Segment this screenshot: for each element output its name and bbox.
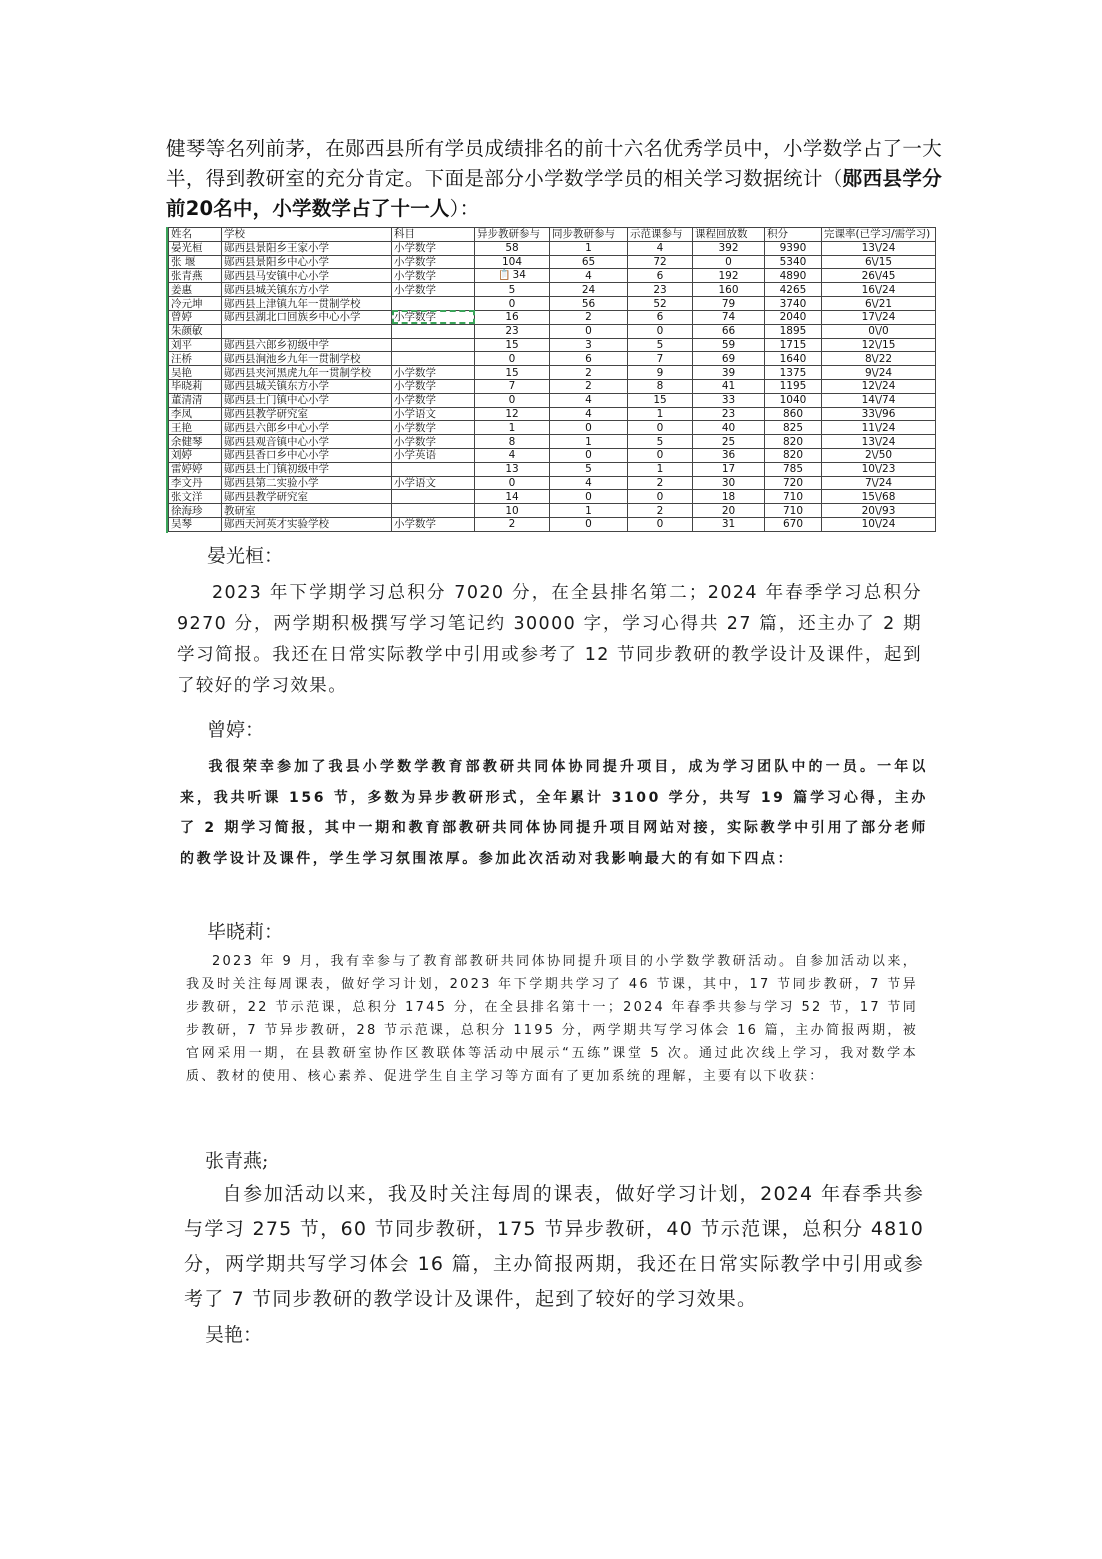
table-cell: 1195: [765, 379, 822, 393]
table-cell: 0: [475, 393, 550, 407]
section-name-1: 晏光桓：: [207, 545, 284, 567]
table-cell: 31: [693, 517, 765, 531]
section-text-2: [180, 752, 928, 874]
table-cell: 余健琴: [169, 435, 222, 449]
table-cell: 23: [628, 283, 693, 297]
table-cell: 雷婷婷: [169, 462, 222, 476]
table-cell: 25: [693, 435, 765, 449]
table-cell: 小学数学: [392, 393, 475, 407]
table-cell: 710: [765, 490, 822, 504]
table-cell: 吴艳: [169, 366, 222, 380]
table-cell: 13\/24: [822, 241, 936, 255]
section-text-1: [177, 578, 922, 702]
table-cell: 10\/23: [822, 462, 936, 476]
section-name-3: 毕晓莉：: [207, 921, 284, 943]
learning-stats-table: [168, 227, 936, 532]
table-cell: 0: [475, 352, 550, 366]
table-cell: 郧西天河英才实验学校: [222, 517, 392, 531]
table-cell: 吴琴: [169, 517, 222, 531]
table-cell: 59: [693, 338, 765, 352]
table-cell: 74: [693, 310, 765, 324]
table-cell: 4: [550, 393, 628, 407]
table-cell: 17\/24: [822, 310, 936, 324]
table-cell: 小学数学: [392, 421, 475, 435]
table-cell: 26\/45: [822, 269, 936, 283]
table-cell: 7\/24: [822, 476, 936, 490]
table-cell: 16: [475, 310, 550, 324]
table-row: [169, 462, 936, 476]
table-row: [169, 421, 936, 435]
table-cell: 820: [765, 448, 822, 462]
table-cell: 郧西县观音镇中心小学: [222, 435, 392, 449]
intro-paragraph: [166, 134, 942, 224]
table-cell: 33\/96: [822, 407, 936, 421]
table-cell: 17: [693, 462, 765, 476]
table-cell: 郧西县六郎乡初级中学: [222, 338, 392, 352]
table-cell: 56: [550, 297, 628, 311]
table-cell: 小学数学: [392, 269, 475, 283]
table-cell: 冷元坤: [169, 297, 222, 311]
table-cell: 郧西县马安镇中心小学: [222, 269, 392, 283]
table-cell: 郧西县土门镇中心小学: [222, 393, 392, 407]
intro-end: ）：: [449, 197, 480, 220]
table-cell: 董清清: [169, 393, 222, 407]
table-cell: 36: [693, 448, 765, 462]
table-cell: 4890: [765, 269, 822, 283]
table-cell: 郧西县上津镇九年一贯制学校: [222, 297, 392, 311]
table-cell: 2: [475, 517, 550, 531]
table-cell: 1640: [765, 352, 822, 366]
table-cell: [392, 297, 475, 311]
table-row: [169, 366, 936, 380]
table-cell: 6: [628, 269, 693, 283]
table-cell: 4: [628, 241, 693, 255]
table-cell: 39: [693, 366, 765, 380]
table-cell: [392, 338, 475, 352]
table-cell: 小学数学: [392, 435, 475, 449]
table-cell: 3: [550, 338, 628, 352]
table-cell: 小学数学: [392, 366, 475, 380]
table-cell: 12\/24: [822, 379, 936, 393]
table-cell: 小学语文: [392, 407, 475, 421]
table-cell: 郧西县景阳乡中心小学: [222, 255, 392, 269]
table-cell: 张青燕: [169, 269, 222, 283]
column-header: 异步教研参与: [475, 228, 550, 242]
table-cell: 5: [628, 435, 693, 449]
table-cell: 刘婷: [169, 448, 222, 462]
table-cell: 郧西县土门镇初级中学: [222, 462, 392, 476]
table-cell: 0: [628, 517, 693, 531]
table-cell: 9: [628, 366, 693, 380]
table-cell: 小学数学: [392, 255, 475, 269]
table-cell: 郧西县城关镇东方小学: [222, 379, 392, 393]
table-cell: 0\/0: [822, 324, 936, 338]
table-cell: 1: [628, 407, 693, 421]
table-cell: 4: [550, 476, 628, 490]
table-cell: 4: [550, 407, 628, 421]
table-row: [169, 435, 936, 449]
table-cell: 14: [475, 490, 550, 504]
table-cell: 2: [628, 504, 693, 518]
table-row: [169, 338, 936, 352]
table-cell: 6: [628, 310, 693, 324]
table-cell: 860: [765, 407, 822, 421]
table-cell: 小学数学: [392, 310, 475, 324]
intro-text: 健琴等名列前茅，在郧西县所有学员成绩排名的前十六名优秀学员中，小学数学占了一大半，得到教研室的充分肯定。下面是部分小学数学学员的相关学习数据统计（: [166, 137, 942, 190]
table-cell: 13\/24: [822, 435, 936, 449]
table-cell: 10: [475, 504, 550, 518]
table-cell: 1: [475, 421, 550, 435]
table-header-row: [169, 228, 936, 242]
table-cell: 10\/24: [822, 517, 936, 531]
table-row: [169, 504, 936, 518]
section-text-3-content: 2023 年 9 月，我有幸参与了教育部教研共同体协同提升项目的小学数学教研活动。自参加活动以来，我及时关注每周课表，做好学习计划，2023 年下学期共学习了 46 节课，其中，17 节同步教研，7 节异步教研，22 节示范课，总积分 1745 分，在全县排名第十一；2024 年春季共参与学习 52 节，17 节同步教研，7 节异步教研，28 节示范课，总积分 1195 分，两学期共写学习体会 16 篇，主办简报两期，被官网采用一期，在县教研室协作区教联体等活动中展示“五练”课堂 5 次。通过此次线上学习，我对数学本质、教材的使用、核心素养、促进学生自主学习等方面有了更加系统的理解，主要有以下收获：: [186, 954, 918, 1084]
table-cell: 3740: [765, 297, 822, 311]
table-cell: 23: [475, 324, 550, 338]
table-cell: 23: [693, 407, 765, 421]
table-row: [169, 448, 936, 462]
table-cell: 8: [628, 379, 693, 393]
table-cell: 6\/21: [822, 297, 936, 311]
table-row: [169, 269, 936, 283]
table-cell: 392: [693, 241, 765, 255]
table-cell: 1715: [765, 338, 822, 352]
table-cell: 0: [628, 448, 693, 462]
table-cell: 33: [693, 393, 765, 407]
table-cell: 16\/24: [822, 283, 936, 297]
table-cell: 2: [550, 379, 628, 393]
column-header: 示范课参与: [628, 228, 693, 242]
table-cell: 小学数学: [392, 517, 475, 531]
table-cell: 王艳: [169, 421, 222, 435]
table-cell: 18: [693, 490, 765, 504]
table-cell: 2040: [765, 310, 822, 324]
table-cell: 郧西县第二实验小学: [222, 476, 392, 490]
table-cell: [392, 462, 475, 476]
table-cell: 14\/74: [822, 393, 936, 407]
column-header: 积分: [765, 228, 822, 242]
table-cell: 李文丹: [169, 476, 222, 490]
section-text-4-content: 自参加活动以来，我及时关注每周的课表，做好学习计划，2024 年春季共参与学习 275 节，60 节同步教研，175 节异步教研，40 节示范课，总积分 4810 分，两学期共写学习体会 16 篇，主办简报两期，我还在日常实际教学中引用或参考了 7 节同步教研的教学设计及课件，起到了较好的学习效果。: [184, 1183, 924, 1310]
table-cell: 0: [628, 421, 693, 435]
table-row: [169, 352, 936, 366]
table-row: [169, 297, 936, 311]
table-cell: 郧西县教学研究室: [222, 490, 392, 504]
table-cell: 69: [693, 352, 765, 366]
table-cell: 6: [550, 352, 628, 366]
table-cell: 0: [475, 476, 550, 490]
table-cell: 1895: [765, 324, 822, 338]
table-cell: 5: [550, 462, 628, 476]
table-cell: 8\/22: [822, 352, 936, 366]
table-cell: 5: [628, 338, 693, 352]
table-row: [169, 255, 936, 269]
table-cell: 毕晓莉: [169, 379, 222, 393]
table-cell: 9390: [765, 241, 822, 255]
table-cell: [222, 324, 392, 338]
table-cell: 徐海珍: [169, 504, 222, 518]
table-cell: 58: [475, 241, 550, 255]
table-cell: 小学语文: [392, 476, 475, 490]
table-cell: 1: [550, 435, 628, 449]
table-cell: 720: [765, 476, 822, 490]
table-cell: 郧西县教学研究室: [222, 407, 392, 421]
table-cell: 教研室: [222, 504, 392, 518]
table-cell: 9\/24: [822, 366, 936, 380]
table-cell: 姜惠: [169, 283, 222, 297]
table-row: [169, 379, 936, 393]
table-cell: [392, 352, 475, 366]
table-cell: 785: [765, 462, 822, 476]
table-cell: 0: [550, 517, 628, 531]
table-cell: 5340: [765, 255, 822, 269]
table-cell: 710: [765, 504, 822, 518]
section-name-5: 吴艳：: [205, 1324, 263, 1346]
table-cell: 4265: [765, 283, 822, 297]
table-row: [169, 310, 936, 324]
table-cell: 5: [475, 283, 550, 297]
table-body: [169, 241, 936, 531]
table-cell: 820: [765, 435, 822, 449]
table-row: [169, 517, 936, 531]
table-cell: 汪桥: [169, 352, 222, 366]
table-cell: 12: [475, 407, 550, 421]
table-cell: 7: [628, 352, 693, 366]
table-cell: 郧西县夹河黑虎九年一贯制学校: [222, 366, 392, 380]
table-cell: 1: [550, 504, 628, 518]
table-row: [169, 490, 936, 504]
table-cell: 0: [475, 297, 550, 311]
table-cell: 4: [550, 269, 628, 283]
table-cell: 刘平: [169, 338, 222, 352]
table-cell: 小学数学: [392, 283, 475, 297]
table-cell: 20\/93: [822, 504, 936, 518]
column-header: 姓名: [169, 228, 222, 242]
table-row: [169, 393, 936, 407]
table-cell: 小学数学: [392, 379, 475, 393]
table-cell: 曾婷: [169, 310, 222, 324]
table-cell: 0: [550, 324, 628, 338]
table-cell: [475, 269, 550, 283]
table-cell: 40: [693, 421, 765, 435]
table-cell: 15: [475, 338, 550, 352]
section-name-2: 曾婷：: [207, 719, 265, 741]
column-header: 完课率(已学习/需学习): [822, 228, 936, 242]
table-cell: 0: [550, 490, 628, 504]
table-cell: 6\/15: [822, 255, 936, 269]
table-cell: 2: [628, 476, 693, 490]
table-cell: 0: [628, 324, 693, 338]
table-cell: 郧西县湖北口回族乡中心小学: [222, 310, 392, 324]
section-name-4: 张青燕;: [205, 1150, 269, 1172]
table-cell: 8: [475, 435, 550, 449]
section-text-1-content: 2023 年下学期学习总积分 7020 分，在全县排名第二；2024 年春季学习总积分 9270 分，两学期积极撰写学习笔记约 30000 字，学习心得共 27 篇，还主办了 2 期学习简报。我还在日常实际教学中引用或参考了 12 节同步教研的教学设计及课件，起到了较好的学习效果。: [177, 583, 922, 696]
table-cell: 晏光桓: [169, 241, 222, 255]
paste-options-icon[interactable]: 📋: [498, 270, 511, 282]
table-cell: 朱颜敏: [169, 324, 222, 338]
table-cell: 郧西县香口乡中心小学: [222, 448, 392, 462]
table-cell: 郧西县涧池乡九年一贯制学校: [222, 352, 392, 366]
table-cell: 160: [693, 283, 765, 297]
intro-bold-text: 郧西县学分前20名中，小学数学占了十一人: [166, 167, 942, 220]
table-cell: 7: [475, 379, 550, 393]
table-cell: 192: [693, 269, 765, 283]
table-cell: 52: [628, 297, 693, 311]
table-cell: 79: [693, 297, 765, 311]
column-header: 同步教研参与: [550, 228, 628, 242]
table-cell: 李凤: [169, 407, 222, 421]
table-cell: 825: [765, 421, 822, 435]
column-header: 课程回放数: [693, 228, 765, 242]
table-cell: 13: [475, 462, 550, 476]
table-cell: 张 堰: [169, 255, 222, 269]
table-cell: 66: [693, 324, 765, 338]
table-cell: 15\/68: [822, 490, 936, 504]
table-cell: 2\/50: [822, 448, 936, 462]
table-cell: 65: [550, 255, 628, 269]
table-cell: 1375: [765, 366, 822, 380]
table-cell: 郧西县景阳乡王家小学: [222, 241, 392, 255]
table-row: [169, 241, 936, 255]
table-cell: 小学数学: [392, 241, 475, 255]
table-cell: 小学英语: [392, 448, 475, 462]
table-cell: 72: [628, 255, 693, 269]
table-row: [169, 324, 936, 338]
table-cell: 2: [550, 366, 628, 380]
column-header: 学校: [222, 228, 392, 242]
table-cell: [392, 490, 475, 504]
table-cell: 11\/24: [822, 421, 936, 435]
table-cell: 670: [765, 517, 822, 531]
cell-value: 34: [512, 269, 526, 282]
table-cell: 4: [475, 448, 550, 462]
table-row: [169, 476, 936, 490]
table-cell: 1: [550, 241, 628, 255]
table-cell: 1040: [765, 393, 822, 407]
section-text-4: [184, 1177, 924, 1317]
table-cell: 0: [628, 490, 693, 504]
section-text-3: [186, 950, 918, 1088]
table-row: [169, 407, 936, 421]
table-cell: 张文洋: [169, 490, 222, 504]
table-cell: [392, 324, 475, 338]
table-cell: 0: [550, 421, 628, 435]
table-cell: 24: [550, 283, 628, 297]
table-row: [169, 283, 936, 297]
table-cell: 104: [475, 255, 550, 269]
table-cell: 0: [550, 448, 628, 462]
table-cell: 20: [693, 504, 765, 518]
table-cell: [392, 504, 475, 518]
table-cell: 15: [628, 393, 693, 407]
table-cell: 1: [628, 462, 693, 476]
table-cell: 2: [550, 310, 628, 324]
table-cell: 郧西县六郎乡中心小学: [222, 421, 392, 435]
table-cell: 0: [693, 255, 765, 269]
column-header: 科目: [392, 228, 475, 242]
table-cell: 郧西县城关镇东方小学: [222, 283, 392, 297]
section-text-2-content: 我很荣幸参加了我县小学数学教育部教研共同体协同提升项目，成为学习团队中的一员。一年以来，我共听课 156 节，多数为异步教研形式，全年累计 3100 学分，共写 19 篇学习心得，主办了 2 期学习简报，其中一期和教育部教研共同体协同提升项目网站对接，实际教学中引用了部分老师的教学设计及课件，学生学习氛围浓厚。参加此次活动对我影响最大的有如下四点：: [180, 759, 928, 867]
table-cell: 41: [693, 379, 765, 393]
table-cell: 12\/15: [822, 338, 936, 352]
table-cell: 30: [693, 476, 765, 490]
table-cell: 15: [475, 366, 550, 380]
